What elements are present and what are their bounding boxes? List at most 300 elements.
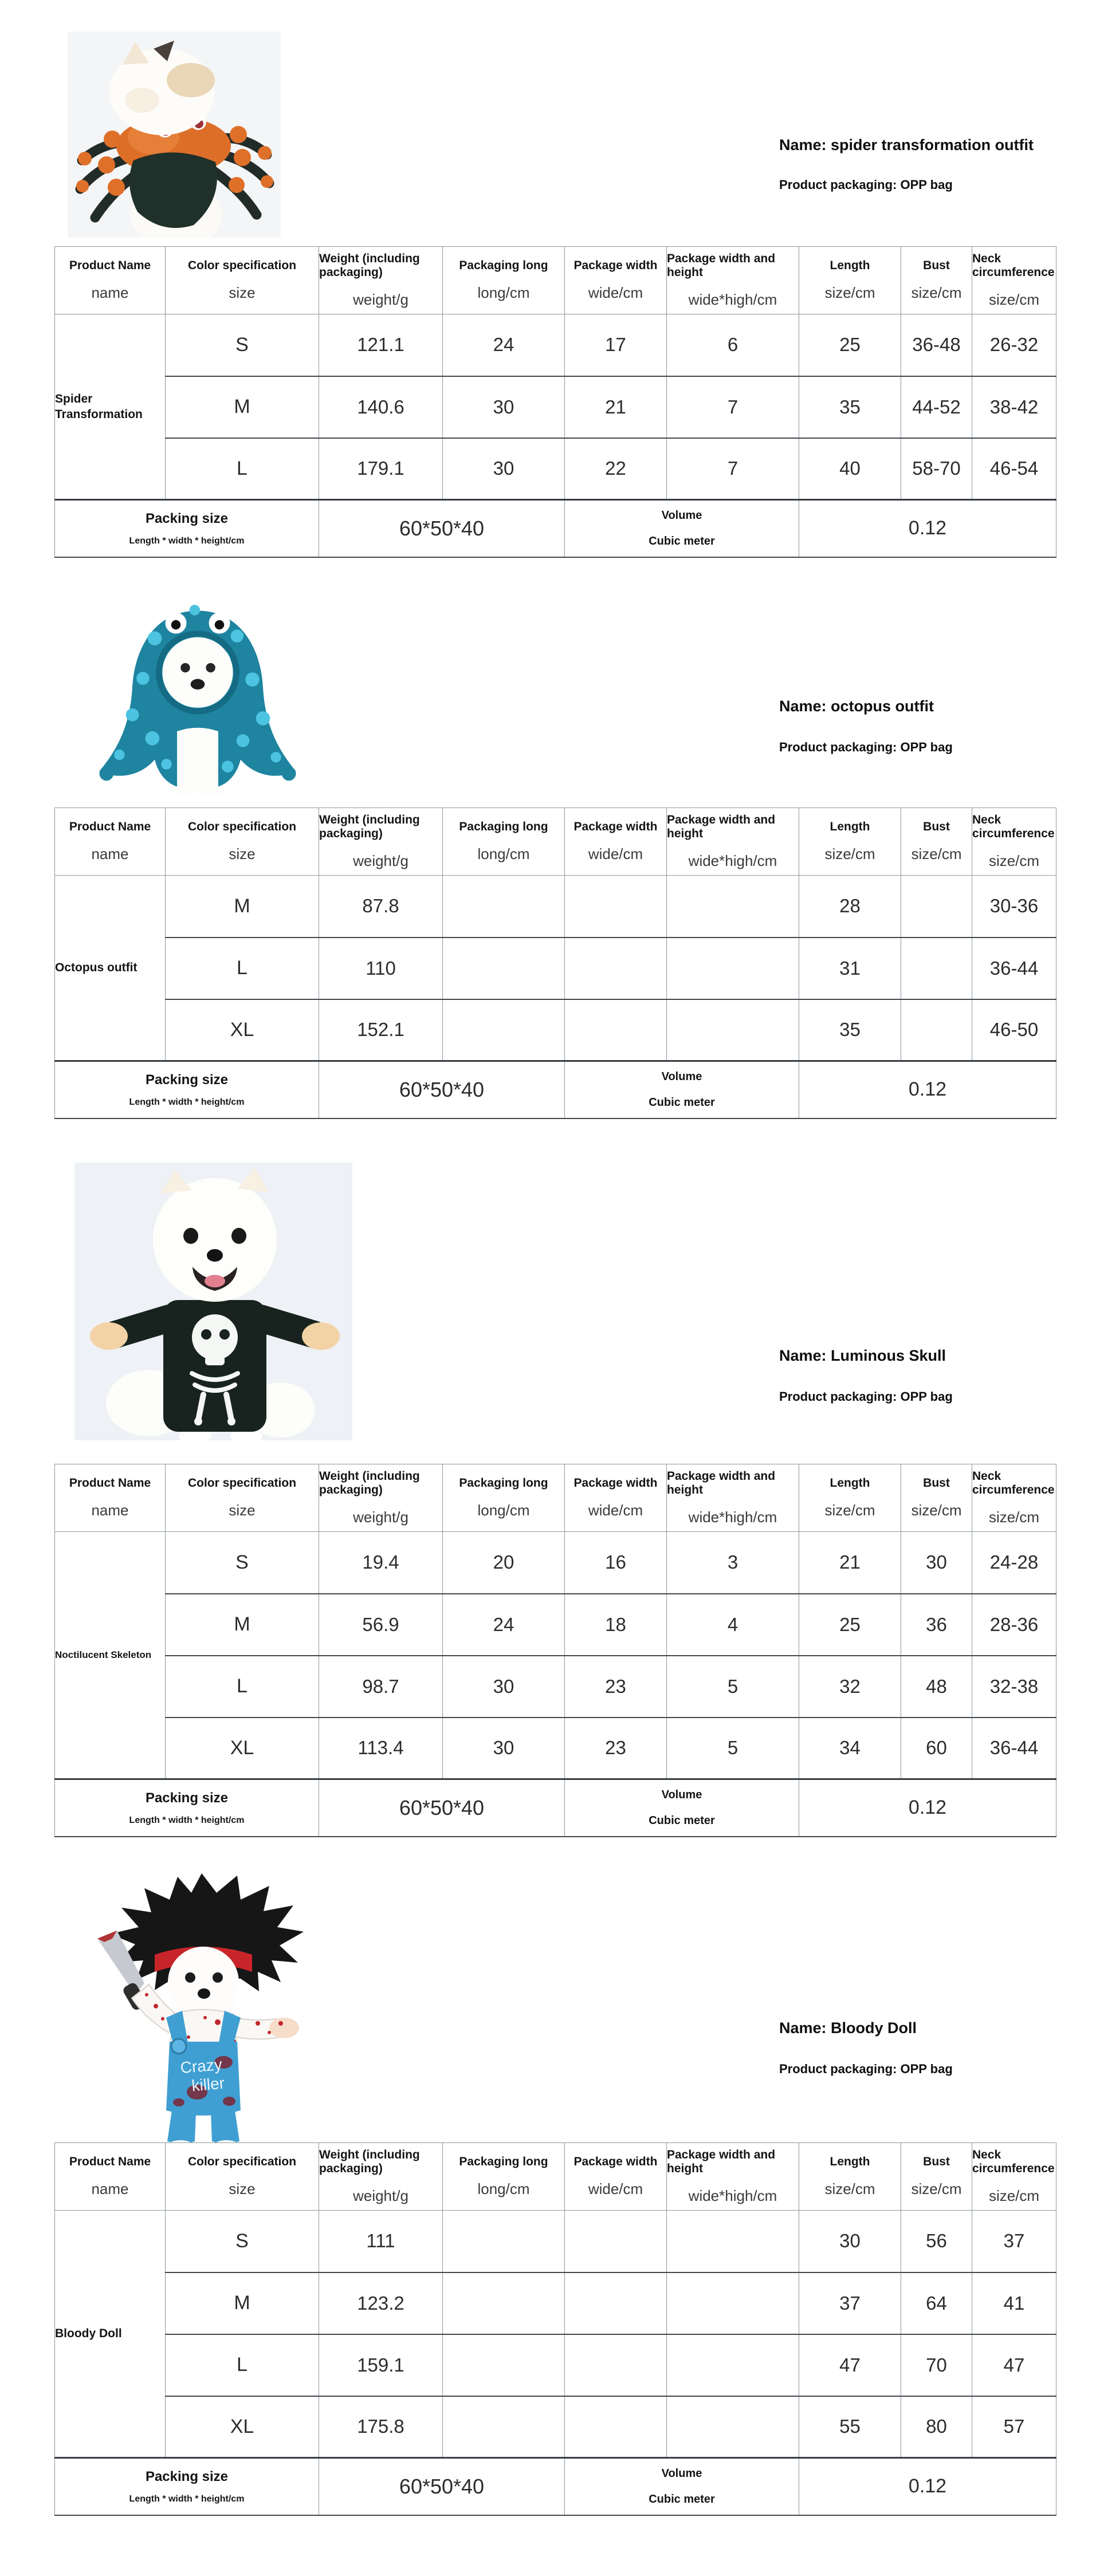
bust-cell <box>901 876 972 938</box>
length-cell: 55 <box>799 2396 901 2458</box>
neck-cell: 28-36 <box>972 1594 1056 1656</box>
bust-cell: 58-70 <box>901 438 972 500</box>
header-subtitle: size/cm <box>824 1502 875 1519</box>
long-cell <box>443 2334 565 2396</box>
weight-cell: 159.1 <box>319 2334 443 2396</box>
long-cell <box>443 938 565 999</box>
size-cell: S <box>166 2211 319 2272</box>
long-cell <box>443 2211 565 2272</box>
wide-cell <box>565 999 667 1061</box>
header-cell-9 <box>972 247 1056 314</box>
header-subtitle: weight/g <box>353 852 408 870</box>
volume-sublabel: Cubic meter <box>649 2492 715 2506</box>
neck-cell: 41 <box>972 2272 1056 2334</box>
weight-cell: 179.1 <box>319 438 443 500</box>
volume-label: Volume <box>661 2467 702 2480</box>
long-cell <box>443 876 565 938</box>
header-title: Packaging long <box>459 820 548 833</box>
weight-cell: 175.8 <box>319 2396 443 2458</box>
wide-cell: 21 <box>565 376 667 438</box>
neck-cell: 32-38 <box>972 1656 1056 1718</box>
header-cell-2 <box>166 2143 319 2211</box>
header-subtitle: long/cm <box>477 284 530 302</box>
header-title: Weight (including packaging) <box>319 251 420 279</box>
wide-cell: 22 <box>565 438 667 500</box>
header-cell-1 <box>55 247 166 314</box>
length-cell: 31 <box>799 938 901 999</box>
weight-cell: 113.4 <box>319 1718 443 1779</box>
packing-row <box>55 1779 1056 1837</box>
product-name-cell: Noctilucent Skeleton <box>55 1532 166 1779</box>
wide-cell: 23 <box>565 1656 667 1718</box>
packing-size-sublabel: Length * width * height/cm <box>129 1097 245 1107</box>
neck-cell: 38-42 <box>972 376 1056 438</box>
size-row-S <box>55 314 1056 376</box>
neck-cell: 46-54 <box>972 438 1056 500</box>
product-name-cell: Octopus outfit <box>55 876 166 1061</box>
header-cell-8 <box>901 2143 972 2211</box>
header-cell-3 <box>319 1464 443 1532</box>
fake-paw-right <box>302 1322 340 1350</box>
header-title: Weight (including packaging) <box>319 2148 420 2175</box>
wide-cell <box>565 2396 667 2458</box>
weight-cell: 111 <box>319 2211 443 2272</box>
size-cell: XL <box>166 1718 319 1779</box>
wide_high-cell: 5 <box>667 1656 799 1718</box>
header-title: Package width and height <box>667 2148 776 2175</box>
long-cell: 30 <box>443 1718 565 1779</box>
packing-size-cell <box>55 2458 319 2515</box>
header-subtitle: size <box>229 845 256 863</box>
wide-cell <box>565 876 667 938</box>
size-cell: S <box>166 314 319 376</box>
bust-cell: 56 <box>901 2211 972 2272</box>
bust-cell: 60 <box>901 1718 972 1779</box>
bloody-doll-costume-illustration <box>87 1870 319 2156</box>
volume-value-cell <box>799 2458 1056 2515</box>
weight-cell: 123.2 <box>319 2272 443 2334</box>
packing-size-value: 60*50*40 <box>399 2474 485 2498</box>
header-cell-7 <box>799 1464 901 1532</box>
volume-label: Volume <box>661 509 702 522</box>
header-title: Package width <box>573 258 658 272</box>
header-subtitle: name <box>91 284 129 302</box>
header-cell-4 <box>443 1464 565 1532</box>
neck-cell: 37 <box>972 2211 1056 2272</box>
header-title: Length <box>830 1476 870 1490</box>
volume-label: Volume <box>661 1788 702 1801</box>
wide-cell: 23 <box>565 1718 667 1779</box>
size-row-L <box>55 1656 1056 1718</box>
size-cell: M <box>166 1594 319 1656</box>
wide-cell <box>565 938 667 999</box>
header-row <box>55 247 1056 314</box>
header-title: Product Name <box>69 258 151 272</box>
size-cell: L <box>166 1656 319 1718</box>
size-cell: XL <box>166 999 319 1061</box>
size-row-L <box>55 2334 1056 2396</box>
volume-value: 0.12 <box>908 2475 947 2498</box>
header-cell-2 <box>166 247 319 314</box>
bust-cell <box>901 938 972 999</box>
size-cell: S <box>166 1532 319 1594</box>
product-packaging-caption: Product packaging: OPP bag <box>779 178 953 192</box>
packing-row <box>55 1061 1056 1118</box>
weight-cell: 98.7 <box>319 1656 443 1718</box>
skeleton-costume-photo <box>74 1163 352 1440</box>
header-cell-4 <box>443 2143 565 2211</box>
wide-cell: 18 <box>565 1594 667 1656</box>
packing-size-label: Packing size <box>145 1072 229 1088</box>
header-title: Neck circumference <box>972 251 1055 279</box>
long-cell: 24 <box>443 314 565 376</box>
header-cell-8 <box>901 1464 972 1532</box>
header-cell-1 <box>55 1464 166 1532</box>
header-subtitle: wide/cm <box>588 1502 643 1519</box>
header-row <box>55 808 1056 876</box>
volume-value-cell <box>799 1061 1056 1118</box>
bust-cell: 44-52 <box>901 376 972 438</box>
header-title: Package width and height <box>667 251 776 279</box>
packing-size-value-cell <box>319 500 565 557</box>
header-cell-8 <box>901 808 972 876</box>
header-subtitle: size/cm <box>988 1508 1040 1526</box>
header-title: Bust <box>923 1476 950 1490</box>
header-subtitle: weight/g <box>353 291 408 309</box>
neck-cell: 30-36 <box>972 876 1056 938</box>
wide_high-cell <box>667 876 799 938</box>
header-subtitle: size/cm <box>911 845 962 863</box>
wide-cell <box>565 2334 667 2396</box>
packing-size-value: 60*50*40 <box>399 1077 485 1101</box>
weight-cell: 56.9 <box>319 1594 443 1656</box>
neck-cell: 24-28 <box>972 1532 1056 1594</box>
packing-size-value: 60*50*40 <box>399 516 485 540</box>
neck-cell: 36-44 <box>972 938 1056 999</box>
long-cell <box>443 2272 565 2334</box>
spec-table-bloody-doll <box>54 2142 1056 2516</box>
product-name-caption: Name: Bloody Doll <box>779 2019 917 2037</box>
header-title: Bust <box>923 2154 950 2168</box>
header-subtitle: wide*high/cm <box>688 1508 777 1526</box>
volume-label-cell <box>565 1061 799 1118</box>
header-title: Neck circumference <box>972 1469 1055 1496</box>
header-cell-5 <box>565 1464 667 1532</box>
product-name-caption: Name: octopus outfit <box>779 698 934 715</box>
packing-size-label: Packing size <box>145 2468 229 2484</box>
weight-cell: 152.1 <box>319 999 443 1061</box>
volume-label-cell <box>565 2458 799 2515</box>
header-title: Length <box>830 820 870 833</box>
header-cell-7 <box>799 2143 901 2211</box>
volume-label: Volume <box>661 1070 702 1083</box>
header-cell-1 <box>55 2143 166 2211</box>
product-name-cell: Bloody Doll <box>55 2211 166 2458</box>
packing-size-value-cell <box>319 2458 565 2515</box>
wide-cell <box>565 2272 667 2334</box>
size-cell: M <box>166 2272 319 2334</box>
header-subtitle: wide*high/cm <box>688 2187 777 2205</box>
header-title: Length <box>830 258 870 272</box>
header-cell-2 <box>166 808 319 876</box>
length-cell: 35 <box>799 999 901 1061</box>
header-cell-2 <box>166 1464 319 1532</box>
length-cell: 35 <box>799 376 901 438</box>
header-cell-9 <box>972 2143 1056 2211</box>
wide-cell: 16 <box>565 1532 667 1594</box>
header-title: Weight (including packaging) <box>319 1469 420 1496</box>
header-subtitle: size/cm <box>824 2180 875 2198</box>
packing-size-value-cell <box>319 1779 565 1837</box>
neck-cell: 47 <box>972 2334 1056 2396</box>
header-subtitle: wide/cm <box>588 284 643 302</box>
header-cell-6 <box>667 247 799 314</box>
packing-row <box>55 500 1056 557</box>
header-subtitle: size <box>229 284 256 302</box>
length-cell: 32 <box>799 1656 901 1718</box>
bust-cell: 48 <box>901 1656 972 1718</box>
header-title: Package width and height <box>667 1469 776 1496</box>
size-row-S <box>55 1532 1056 1594</box>
packing-size-cell <box>55 1061 319 1118</box>
header-cell-9 <box>972 1464 1056 1532</box>
header-subtitle: size <box>229 1502 256 1519</box>
header-cell-5 <box>565 247 667 314</box>
volume-label-cell <box>565 500 799 557</box>
size-row-XL <box>55 2396 1056 2458</box>
header-cell-1 <box>55 808 166 876</box>
volume-value: 0.12 <box>908 517 947 539</box>
long-cell <box>443 999 565 1061</box>
header-title: Length <box>830 2154 870 2168</box>
packing-size-sublabel: Length * width * height/cm <box>129 1815 245 1825</box>
header-cell-8 <box>901 247 972 314</box>
header-cell-4 <box>443 808 565 876</box>
wide_high-cell <box>667 999 799 1061</box>
header-title: Product Name <box>69 1476 151 1490</box>
product-name-caption: Name: Luminous Skull <box>779 1347 946 1364</box>
header-title: Package width and height <box>667 813 776 840</box>
packing-row <box>55 2458 1056 2515</box>
header-subtitle: size/cm <box>988 852 1040 870</box>
weight-cell: 110 <box>319 938 443 999</box>
bust-cell <box>901 999 972 1061</box>
header-cell-4 <box>443 247 565 314</box>
octopus-costume-photo <box>89 584 307 796</box>
volume-value-cell <box>799 500 1056 557</box>
packing-size-label: Packing size <box>145 510 229 526</box>
header-subtitle: size/cm <box>911 284 962 302</box>
size-row-M <box>55 2272 1056 2334</box>
header-subtitle: wide*high/cm <box>688 291 777 309</box>
header-title: Bust <box>923 258 950 272</box>
header-cell-6 <box>667 2143 799 2211</box>
bust-cell: 30 <box>901 1532 972 1594</box>
header-row <box>55 2143 1056 2211</box>
wide-cell <box>565 2211 667 2272</box>
header-cell-3 <box>319 247 443 314</box>
long-cell: 30 <box>443 438 565 500</box>
header-cell-3 <box>319 2143 443 2211</box>
skeleton-costume-illustration <box>74 1163 352 1440</box>
header-cell-5 <box>565 2143 667 2211</box>
header-subtitle: long/cm <box>477 845 530 863</box>
header-subtitle: name <box>91 2180 129 2198</box>
size-row-XL <box>55 1718 1056 1779</box>
wide_high-cell: 7 <box>667 376 799 438</box>
volume-value: 0.12 <box>908 1078 947 1101</box>
volume-sublabel: Cubic meter <box>649 1814 715 1827</box>
header-subtitle: long/cm <box>477 1502 530 1519</box>
weight-cell: 140.6 <box>319 376 443 438</box>
length-cell: 30 <box>799 2211 901 2272</box>
wide_high-cell: 7 <box>667 438 799 500</box>
header-title: Packaging long <box>459 2154 548 2168</box>
packing-size-value: 60*50*40 <box>399 1795 485 1819</box>
spec-table-noctilucent-skeleton <box>54 1464 1056 1837</box>
header-row <box>55 1464 1056 1532</box>
volume-sublabel: Cubic meter <box>649 1096 715 1109</box>
volume-value-cell <box>799 1779 1056 1837</box>
header-subtitle: size/cm <box>988 291 1040 309</box>
header-title: Product Name <box>69 820 151 833</box>
header-title: Packaging long <box>459 1476 548 1490</box>
header-subtitle: size/cm <box>824 284 875 302</box>
header-subtitle: wide/cm <box>588 845 643 863</box>
header-title: Bust <box>923 820 950 833</box>
header-cell-6 <box>667 1464 799 1532</box>
length-cell: 40 <box>799 438 901 500</box>
bust-cell: 80 <box>901 2396 972 2458</box>
size-row-XL <box>55 999 1056 1061</box>
wide_high-cell <box>667 2396 799 2458</box>
size-cell: XL <box>166 2396 319 2458</box>
header-cell-7 <box>799 808 901 876</box>
size-row-M <box>55 1594 1056 1656</box>
length-cell: 21 <box>799 1532 901 1594</box>
packing-size-sublabel: Length * width * height/cm <box>129 535 245 546</box>
header-title: Neck circumference <box>972 2148 1055 2175</box>
wide_high-cell <box>667 938 799 999</box>
header-subtitle: wide*high/cm <box>688 852 777 870</box>
weight-cell: 87.8 <box>319 876 443 938</box>
packing-size-cell <box>55 1779 319 1837</box>
header-title: Neck circumference <box>972 813 1055 840</box>
size-row-L <box>55 938 1056 999</box>
bust-cell: 36 <box>901 1594 972 1656</box>
volume-label-cell <box>565 1779 799 1837</box>
size-row-L <box>55 438 1056 500</box>
product-name-caption: Name: spider transformation outfit <box>779 136 1034 153</box>
wide_high-cell: 6 <box>667 314 799 376</box>
header-title: Package width <box>573 2154 658 2168</box>
wide_high-cell: 5 <box>667 1718 799 1779</box>
size-row-M <box>55 876 1056 938</box>
wide_high-cell: 3 <box>667 1532 799 1594</box>
packing-size-cell <box>55 500 319 557</box>
length-cell: 25 <box>799 1594 901 1656</box>
header-cell-7 <box>799 247 901 314</box>
header-cell-9 <box>972 808 1056 876</box>
header-subtitle: size <box>229 2180 256 2198</box>
bust-cell: 70 <box>901 2334 972 2396</box>
overalls-text-line2: killer <box>191 2074 226 2095</box>
weight-cell: 121.1 <box>319 314 443 376</box>
bust-cell: 64 <box>901 2272 972 2334</box>
weight-cell: 19.4 <box>319 1532 443 1594</box>
header-title: Product Name <box>69 2154 151 2168</box>
volume-value: 0.12 <box>908 1797 947 1819</box>
header-title: Packaging long <box>459 258 548 272</box>
long-cell: 24 <box>443 1594 565 1656</box>
overalls-text-line1: Crazy <box>179 2055 223 2077</box>
bloody-doll-costume-photo <box>87 1870 319 2156</box>
header-subtitle: wide/cm <box>588 2180 643 2198</box>
packing-size-label: Packing size <box>145 1790 229 1806</box>
volume-sublabel: Cubic meter <box>649 534 715 548</box>
header-subtitle: weight/g <box>353 1508 408 1526</box>
header-title: Weight (including packaging) <box>319 813 420 840</box>
size-cell: L <box>166 438 319 500</box>
spider-costume-illustration <box>68 31 281 238</box>
size-cell: M <box>166 876 319 938</box>
wide_high-cell <box>667 2334 799 2396</box>
fake-paw-left <box>90 1322 128 1350</box>
wide_high-cell: 4 <box>667 1594 799 1656</box>
long-cell <box>443 2396 565 2458</box>
header-title: Color specification <box>187 2154 297 2168</box>
length-cell: 34 <box>799 1718 901 1779</box>
header-cell-3 <box>319 808 443 876</box>
wide_high-cell <box>667 2272 799 2334</box>
neck-cell: 36-44 <box>972 1718 1056 1779</box>
header-subtitle: size/cm <box>824 845 875 863</box>
long-cell: 30 <box>443 1656 565 1718</box>
header-subtitle: size/cm <box>911 2180 962 2198</box>
neck-cell: 46-50 <box>972 999 1056 1061</box>
header-subtitle: size/cm <box>988 2187 1040 2205</box>
long-cell: 20 <box>443 1532 565 1594</box>
size-row-S <box>55 2211 1056 2272</box>
bust-cell: 36-48 <box>901 314 972 376</box>
wide_high-cell <box>667 2211 799 2272</box>
packing-size-sublabel: Length * width * height/cm <box>129 2494 245 2504</box>
product-packaging-caption: Product packaging: OPP bag <box>779 1389 953 1404</box>
octopus-costume-illustration <box>89 584 307 796</box>
packing-size-value-cell <box>319 1061 565 1118</box>
header-title: Color specification <box>187 1476 297 1490</box>
header-title: Color specification <box>187 258 297 272</box>
header-cell-5 <box>565 808 667 876</box>
size-cell: L <box>166 2334 319 2396</box>
size-cell: M <box>166 376 319 438</box>
header-cell-6 <box>667 808 799 876</box>
long-cell: 30 <box>443 376 565 438</box>
length-cell: 25 <box>799 314 901 376</box>
neck-cell: 26-32 <box>972 314 1056 376</box>
size-row-M <box>55 376 1056 438</box>
spec-table-octopus-outfit <box>54 808 1056 1119</box>
length-cell: 37 <box>799 2272 901 2334</box>
neck-cell: 57 <box>972 2396 1056 2458</box>
product-packaging-caption: Product packaging: OPP bag <box>779 740 953 754</box>
header-subtitle: size/cm <box>911 1502 962 1519</box>
product-packaging-caption: Product packaging: OPP bag <box>779 2062 953 2076</box>
header-title: Package width <box>573 820 658 833</box>
product-name-cell: Spider Transformation <box>55 314 166 500</box>
spider-costume-photo <box>68 31 281 238</box>
length-cell: 28 <box>799 876 901 938</box>
